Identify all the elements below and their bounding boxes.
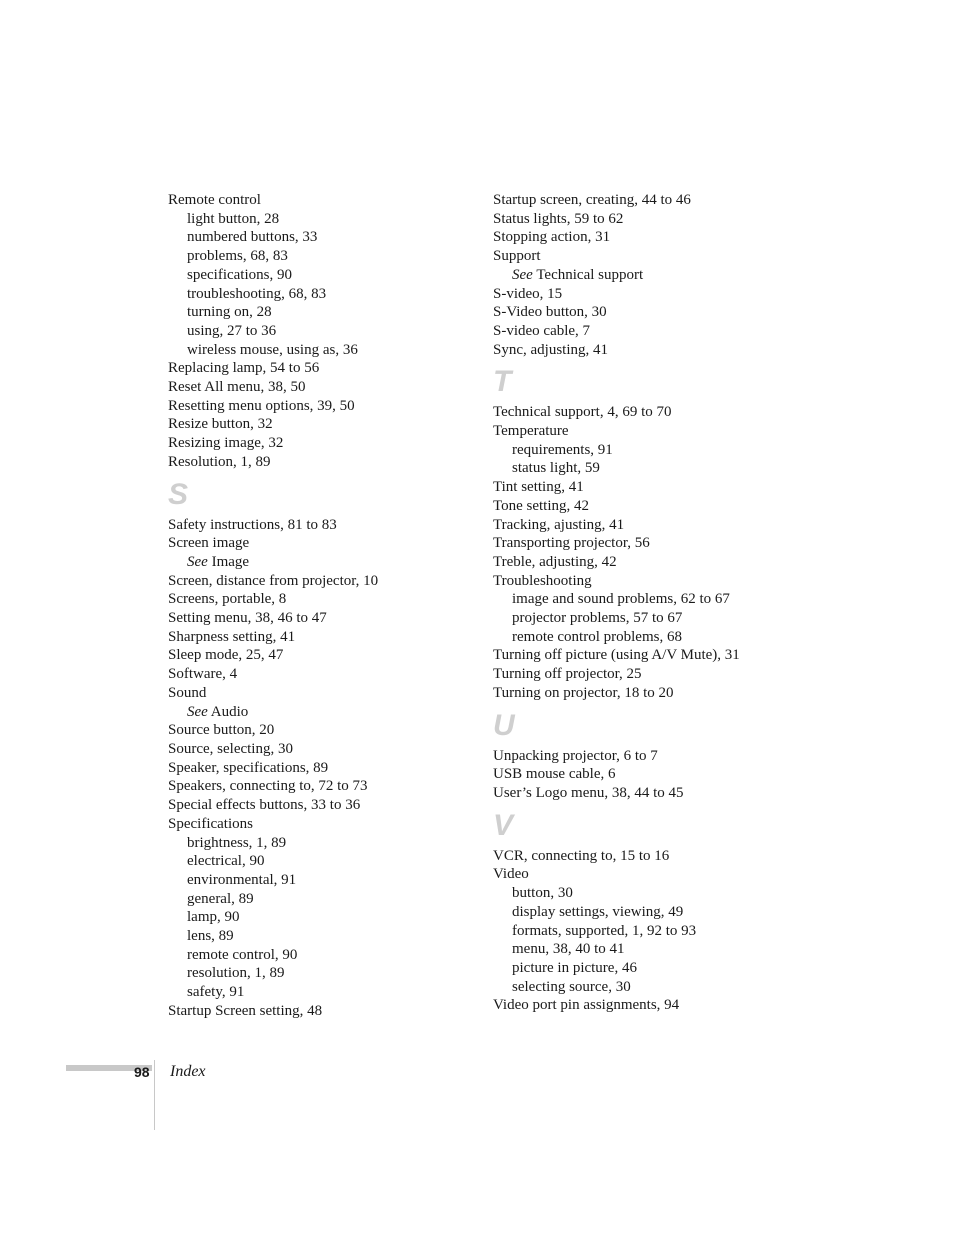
index-entry: Remote control bbox=[168, 192, 261, 208]
index-entry: Status lights, 59 to 62 bbox=[493, 210, 624, 227]
index-entry: Setting menu, 38, 46 to 47 bbox=[168, 610, 327, 627]
index-subentry: troubleshooting, 68, 83 bbox=[187, 285, 327, 302]
index-entry: Sleep mode, 25, 47 bbox=[168, 647, 284, 664]
index-subentry: image and sound problems, 62 to 67 bbox=[512, 591, 730, 608]
see-target: Image bbox=[211, 553, 250, 570]
index-subentry: button, 30 bbox=[512, 885, 573, 902]
index-column-left bbox=[168, 191, 478, 1021]
index-subentry: environmental, 91 bbox=[187, 871, 297, 888]
index-column-right bbox=[493, 191, 793, 1015]
see-label: See bbox=[187, 553, 208, 570]
index-subentry: brightness, 1, 89 bbox=[187, 834, 287, 851]
index-subentry: using, 27 to 36 bbox=[187, 322, 277, 339]
index-entry: Screen, distance from projector, 10 bbox=[168, 572, 379, 589]
index-entry: Resizing image, 32 bbox=[168, 435, 284, 452]
index-entry: Startup screen, creating, 44 to 46 bbox=[493, 192, 691, 208]
index-entry: Technical support, 4, 69 to 70 bbox=[493, 404, 672, 421]
index-entry: Unpacking projector, 6 to 7 bbox=[493, 747, 658, 764]
page-number: 98 bbox=[134, 1064, 150, 1080]
index-subentry: general, 89 bbox=[187, 890, 254, 907]
index-entry: Software, 4 bbox=[168, 666, 238, 683]
see-target: Audio bbox=[210, 703, 249, 720]
index-subentry: lens, 89 bbox=[187, 928, 234, 945]
index-entry: Troubleshooting bbox=[493, 572, 592, 589]
index-subentry: safety, 91 bbox=[187, 984, 245, 1001]
index-see-reference bbox=[168, 703, 478, 722]
section-letter: T bbox=[493, 365, 512, 399]
index-subentry: selecting source, 30 bbox=[512, 978, 631, 995]
index-see-reference bbox=[168, 553, 478, 572]
index-subentry: remote control problems, 68 bbox=[512, 628, 682, 645]
index-entry: Startup Screen setting, 48 bbox=[168, 1002, 323, 1019]
section-letter: V bbox=[493, 808, 514, 842]
see-label: See bbox=[512, 266, 533, 283]
index-entry: Specifications bbox=[168, 815, 253, 832]
index-entry: USB mouse cable, 6 bbox=[493, 766, 616, 783]
index-subentry: requirements, 91 bbox=[512, 441, 613, 458]
index-entry: S-video, 15 bbox=[493, 285, 563, 302]
see-target: Technical support bbox=[536, 266, 644, 283]
index-entry: Sharpness setting, 41 bbox=[168, 628, 296, 645]
index-subentry: light button, 28 bbox=[187, 210, 280, 227]
index-subentry: wireless mouse, using as, 36 bbox=[187, 341, 358, 358]
footer-section-title: Index bbox=[170, 1063, 206, 1080]
index-entry: Treble, adjusting, 42 bbox=[493, 553, 617, 570]
index-subentry: specifications, 90 bbox=[187, 266, 292, 283]
index-entry: Tone setting, 42 bbox=[493, 497, 590, 514]
index-entry: Screens, portable, 8 bbox=[168, 591, 287, 608]
index-entry: Sound bbox=[168, 684, 207, 701]
index-see-reference bbox=[493, 266, 793, 285]
index-entry: Video port pin assignments, 94 bbox=[493, 997, 680, 1014]
index-entry: S-video cable, 7 bbox=[493, 322, 591, 339]
index-subentry: electrical, 90 bbox=[187, 853, 265, 870]
index-entry: Transporting projector, 56 bbox=[493, 535, 650, 552]
index-entry: Safety instructions, 81 to 83 bbox=[168, 516, 337, 533]
index-subentry: status light, 59 bbox=[512, 460, 600, 477]
index-subentry: numbered buttons, 33 bbox=[187, 229, 318, 246]
section-letter: S bbox=[168, 477, 189, 511]
index-entry: Special effects buttons, 33 to 36 bbox=[168, 797, 361, 814]
index-entry: S-Video button, 30 bbox=[493, 304, 607, 321]
footer-rule bbox=[154, 1060, 155, 1130]
index-entry: Replacing lamp, 54 to 56 bbox=[168, 360, 320, 377]
see-label: See bbox=[187, 703, 208, 720]
index-entry: Turning on projector, 18 to 20 bbox=[493, 684, 674, 701]
index-entry: Speaker, specifications, 89 bbox=[168, 759, 329, 776]
index-entry: VCR, connecting to, 15 to 16 bbox=[493, 847, 670, 864]
index-entry: Turning off projector, 25 bbox=[493, 666, 642, 683]
index-entry: Resize button, 32 bbox=[168, 416, 273, 433]
index-subentry: formats, supported, 1, 92 to 93 bbox=[512, 922, 697, 939]
index-entry: Support bbox=[493, 248, 541, 265]
index-entry: Sync, adjusting, 41 bbox=[493, 341, 608, 358]
index-entry: Source button, 20 bbox=[168, 722, 275, 739]
index-subentry: menu, 38, 40 to 41 bbox=[512, 941, 625, 958]
index-entry: Resolution, 1, 89 bbox=[168, 453, 271, 470]
index-subentry: turning on, 28 bbox=[187, 304, 272, 321]
index-entry: Tint setting, 41 bbox=[493, 479, 584, 496]
index-entry: Screen image bbox=[168, 535, 250, 552]
index-entry: Source, selecting, 30 bbox=[168, 740, 293, 757]
index-subentry: lamp, 90 bbox=[187, 909, 240, 926]
index-entry: Reset All menu, 38, 50 bbox=[168, 379, 306, 396]
index-subentry: resolution, 1, 89 bbox=[187, 965, 285, 982]
index-subentry: display settings, viewing, 49 bbox=[512, 903, 684, 920]
index-entry: User’s Logo menu, 38, 44 to 45 bbox=[493, 784, 684, 801]
index-subentry: remote control, 90 bbox=[187, 946, 298, 963]
index-subentry: problems, 68, 83 bbox=[187, 248, 288, 265]
index-entry: Video bbox=[493, 866, 529, 883]
index-entry: Temperature bbox=[493, 423, 569, 440]
index-entry: Resetting menu options, 39, 50 bbox=[168, 397, 355, 414]
section-letter: U bbox=[493, 708, 515, 742]
index-entry: Stopping action, 31 bbox=[493, 229, 611, 246]
index-entry: Turning off picture (using A/V Mute), 31 bbox=[493, 647, 740, 664]
index-subentry: picture in picture, 46 bbox=[512, 959, 637, 976]
index-entry: Tracking, ajusting, 41 bbox=[493, 516, 625, 533]
index-entry: Speakers, connecting to, 72 to 73 bbox=[168, 778, 368, 795]
index-subentry: projector problems, 57 to 67 bbox=[512, 610, 683, 627]
